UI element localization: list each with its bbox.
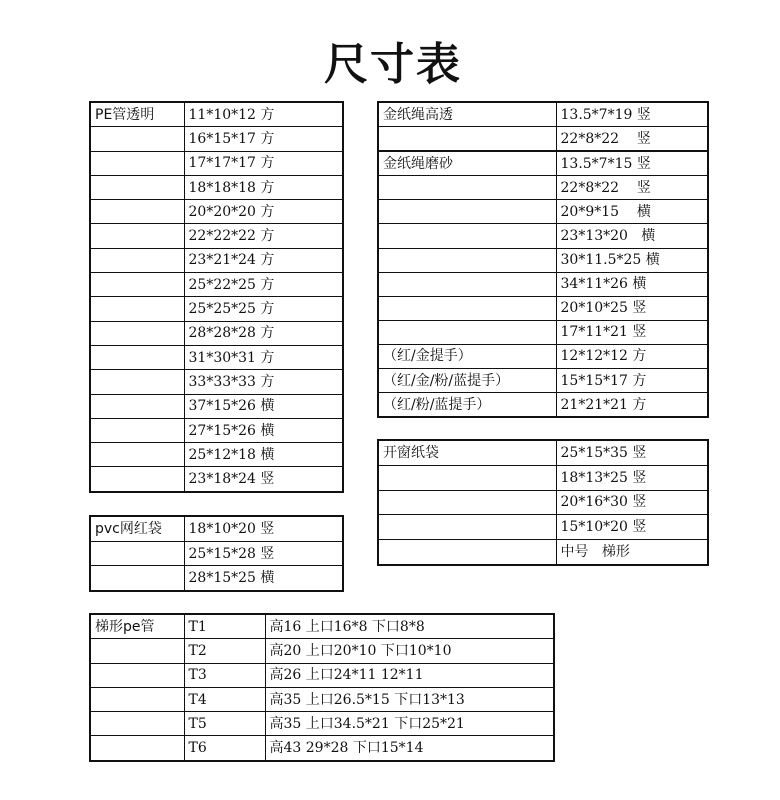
category-label [90, 345, 184, 369]
category-label [90, 736, 184, 761]
table-row [378, 102, 708, 127]
size-cell: 27*15*26 横 [184, 418, 343, 442]
size-cell: 30*11.5*25 横 [556, 248, 708, 272]
gold-rope-table [377, 101, 709, 418]
size-cell: 25*22*25 方 [184, 273, 343, 297]
table-row [90, 345, 343, 369]
table-row [90, 102, 343, 127]
size-description: 高35 上口26.5*15 下口13*13 [265, 687, 554, 711]
size-cell: 11*10*12 方 [184, 102, 343, 127]
model-code: T5 [184, 712, 265, 736]
category-label [90, 127, 184, 151]
category-label [90, 566, 184, 591]
table-row [90, 566, 343, 591]
model-code: T3 [184, 663, 265, 687]
size-description: 高26 上口24*11 12*11 [265, 663, 554, 687]
size-cell: 28*15*25 横 [184, 566, 343, 591]
page-title: 尺寸表 [324, 39, 462, 90]
size-cell: 25*25*25 方 [184, 297, 343, 321]
category-label [90, 297, 184, 321]
category-label [90, 639, 184, 663]
category-label [378, 272, 556, 296]
category-label [90, 443, 184, 467]
size-cell: 23*13*20 横 [556, 224, 708, 248]
table-row [378, 224, 708, 248]
size-cell: 37*15*26 横 [184, 394, 343, 418]
size-cell: 21*21*21 方 [556, 393, 708, 418]
table-row [378, 515, 708, 540]
size-cell: 22*8*22 竖 [556, 176, 708, 200]
category-label: （红/金/粉/蓝提手） [378, 369, 556, 393]
table-row [90, 394, 343, 418]
category-label [378, 515, 556, 540]
size-cell: 25*15*35 竖 [556, 440, 708, 465]
size-cell: 23*18*24 竖 [184, 467, 343, 492]
category-label [378, 224, 556, 248]
size-cell: 15*10*20 竖 [556, 515, 708, 540]
size-cell: 25*12*18 横 [184, 443, 343, 467]
category-label [378, 200, 556, 224]
table-row [90, 467, 343, 492]
category-label: PE管透明 [90, 102, 184, 127]
size-cell: 33*33*33 方 [184, 370, 343, 394]
size-cell: 23*21*24 方 [184, 248, 343, 272]
size-cell: 20*16*30 竖 [556, 490, 708, 515]
category-label: 金纸绳磨砂 [378, 151, 556, 176]
model-code: T1 [184, 614, 265, 639]
table-row [90, 541, 343, 566]
table-row [90, 614, 554, 639]
size-cell: 18*10*20 竖 [184, 516, 343, 541]
table-row [90, 321, 343, 345]
category-label [378, 296, 556, 320]
category-label [90, 687, 184, 711]
table-row [90, 151, 343, 175]
category-label [90, 200, 184, 224]
size-cell: 13.5*7*15 竖 [556, 151, 708, 176]
size-description: 高20 上口20*10 下口10*10 [265, 639, 554, 663]
category-label [90, 248, 184, 272]
table-row [378, 176, 708, 200]
category-label: 梯形pe管 [90, 614, 184, 639]
category-label [90, 224, 184, 248]
table-row [378, 490, 708, 515]
table-row [378, 200, 708, 224]
model-code: T2 [184, 639, 265, 663]
table-row [378, 296, 708, 320]
size-cell: 17*11*21 竖 [556, 320, 708, 344]
table-row [90, 127, 343, 151]
size-cell: 31*30*31 方 [184, 345, 343, 369]
table-row [90, 273, 343, 297]
category-label [90, 541, 184, 566]
trapezoid-pe-table [89, 613, 555, 762]
table-row [90, 418, 343, 442]
category-label: 开窗纸袋 [378, 440, 556, 465]
category-label [378, 176, 556, 200]
model-code: T4 [184, 687, 265, 711]
table-row [378, 393, 708, 418]
category-label [378, 490, 556, 515]
pe-tube-table [89, 101, 344, 493]
category-label: （红/金提手） [378, 344, 556, 368]
category-label [90, 175, 184, 199]
category-label [378, 540, 556, 565]
category-label [378, 248, 556, 272]
table-row [90, 712, 554, 736]
table-row [378, 369, 708, 393]
size-cell: 15*15*17 方 [556, 369, 708, 393]
table-row [378, 320, 708, 344]
category-label [90, 273, 184, 297]
size-cell: 中号 梯形 [556, 540, 708, 565]
table-row [90, 663, 554, 687]
size-cell: 22*22*22 方 [184, 224, 343, 248]
category-label: pvc网红袋 [90, 516, 184, 541]
table-row [90, 639, 554, 663]
size-description: 高35 上口34.5*21 下口25*21 [265, 712, 554, 736]
table-row [90, 736, 554, 761]
category-label [90, 370, 184, 394]
category-label: 金纸绳高透 [378, 102, 556, 127]
category-label [90, 151, 184, 175]
size-cell: 25*15*28 竖 [184, 541, 343, 566]
size-cell: 34*11*26 横 [556, 272, 708, 296]
table-row [90, 443, 343, 467]
table-row [378, 248, 708, 272]
table-row [90, 516, 343, 541]
table-row [378, 344, 708, 368]
size-cell: 22*8*22 竖 [556, 127, 708, 152]
table-row [378, 151, 708, 176]
model-code: T6 [184, 736, 265, 761]
size-cell: 28*28*28 方 [184, 321, 343, 345]
category-label [90, 394, 184, 418]
category-label [90, 663, 184, 687]
category-label [378, 320, 556, 344]
size-cell: 20*9*15 横 [556, 200, 708, 224]
size-cell: 16*15*17 方 [184, 127, 343, 151]
table-row [90, 200, 343, 224]
category-label [90, 467, 184, 492]
table-row [378, 440, 708, 465]
table-row [90, 370, 343, 394]
table-row [90, 687, 554, 711]
window-bag-table [377, 439, 709, 566]
size-cell: 18*18*18 方 [184, 175, 343, 199]
size-cell: 18*13*25 竖 [556, 465, 708, 490]
category-label [90, 712, 184, 736]
size-cell: 20*10*25 竖 [556, 296, 708, 320]
size-description: 高43 29*28 下口15*14 [265, 736, 554, 761]
table-row [90, 175, 343, 199]
size-cell: 13.5*7*19 竖 [556, 102, 708, 127]
category-label [378, 465, 556, 490]
table-row [90, 297, 343, 321]
table-row [90, 248, 343, 272]
table-row [378, 465, 708, 490]
size-cell: 12*12*12 方 [556, 344, 708, 368]
table-row [378, 127, 708, 152]
pvc-bag-table [89, 515, 344, 592]
table-row [378, 272, 708, 296]
table-row [378, 540, 708, 565]
category-label [90, 321, 184, 345]
size-description: 高16 上口16*8 下口8*8 [265, 614, 554, 639]
table-row [90, 224, 343, 248]
size-cell: 20*20*20 方 [184, 200, 343, 224]
category-label: （红/粉/蓝提手） [378, 393, 556, 418]
category-label [90, 418, 184, 442]
category-label [378, 127, 556, 152]
size-cell: 17*17*17 方 [184, 151, 343, 175]
